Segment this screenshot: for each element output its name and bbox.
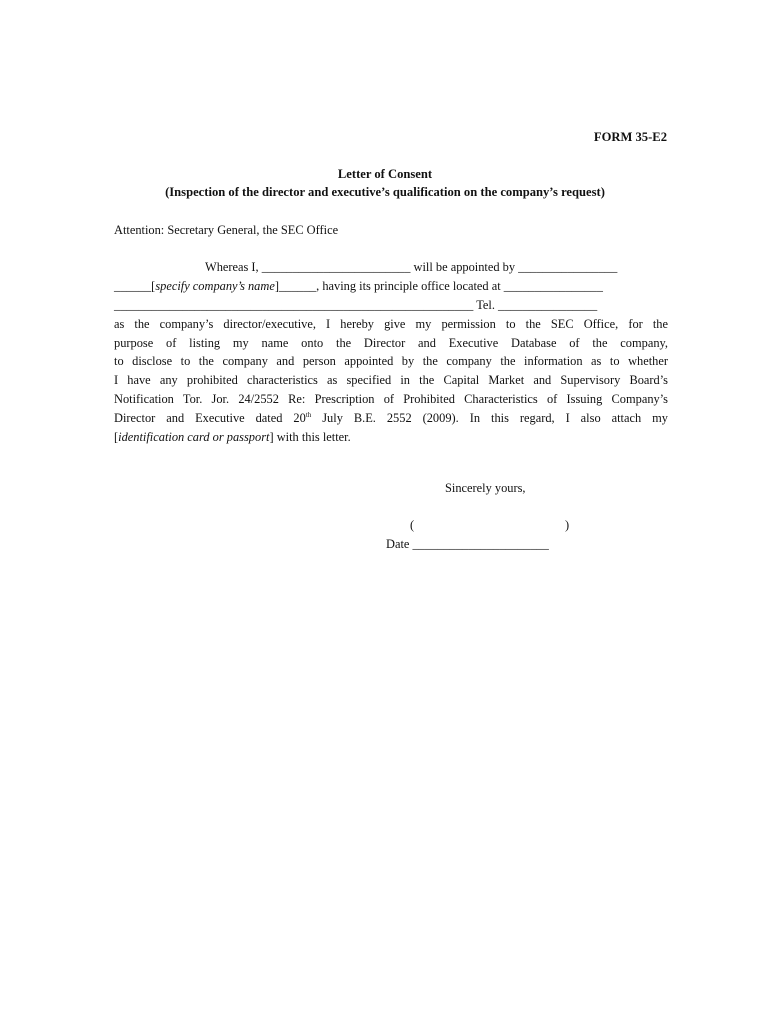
company-blank-left: ______[ xyxy=(114,279,156,293)
ordinal-suffix: th xyxy=(305,411,312,419)
company-blank-right: ]______, having its principle office located at ________________ xyxy=(274,279,603,293)
signature-paren-close: ) xyxy=(565,518,570,532)
body-paragraph-line-3: to disclose to the company and person appointed by the company the information as to whether xyxy=(114,354,668,368)
body-line-company xyxy=(114,279,603,294)
closing-sincerely: Sincerely yours, xyxy=(445,481,526,495)
dated-text: Director and Executive dated 20 xyxy=(114,411,306,425)
form-number: FORM 35-E2 xyxy=(593,130,667,144)
bracket-open: [ xyxy=(114,430,119,444)
id-document-hint: identification card or passport xyxy=(118,430,270,444)
body-paragraph-line-1: as the company’s director/executive, I hereby give my permission to the SEC Office, for the xyxy=(114,317,668,331)
body-paragraph-line-2: purpose of listing my name onto the Director and Executive Database of the company, xyxy=(114,336,668,350)
body-line-address: __________________________________________________________ Tel. ________________ xyxy=(114,298,598,312)
body-line-whereas: Whereas I, ________________________ will be appointed by ________________ xyxy=(205,260,618,274)
signature-paren-open: ( xyxy=(410,518,415,532)
date-line: Date ______________________ xyxy=(386,537,549,551)
body-paragraph-line-5: Notification Tor. Jor. 24/2552 Re: Prescription of Prohibited Characteristics of Issuing Company’s xyxy=(114,392,668,406)
body-paragraph-line-6 xyxy=(114,411,668,426)
letter-subtitle: (Inspection of the director and executive’s qualification on the company’s request) xyxy=(165,185,605,199)
bracket-close-text: ] with this letter. xyxy=(269,430,351,444)
dated-text-rest: July B.E. 2552 (2009). In this regard, I also attach my xyxy=(311,411,668,425)
body-paragraph-line-4: I have any prohibited characteristics as specified in the Capital Market and Supervisory Board’s xyxy=(114,373,668,387)
body-paragraph-line-7 xyxy=(114,430,351,445)
attention-line: Attention: Secretary General, the SEC Office xyxy=(114,223,339,237)
letter-title: Letter of Consent xyxy=(337,167,433,181)
company-name-hint: specify company’s name xyxy=(155,279,275,293)
